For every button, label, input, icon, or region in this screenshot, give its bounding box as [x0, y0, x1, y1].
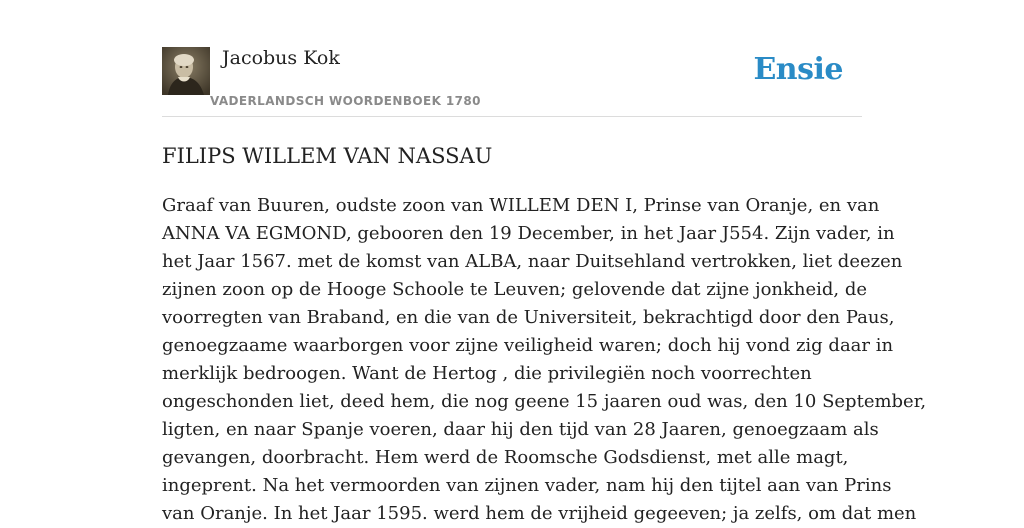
body-line: merklijk bedroogen. Want de Hertog , die privilegiën noch voorrechten: [162, 363, 812, 384]
body-line: zijnen zoon op de Hooge Schoole te Leuven; gelovende dat zijne jonkheid, de: [162, 279, 868, 300]
body-line: genoegzaame waarborgen voor zijne veiligheid waren; doch hij vond zig daar in: [162, 335, 894, 356]
author-name[interactable]: Jacobus Kok: [222, 47, 340, 69]
body-line: van Oranje. In het Jaar 1595. werd hem de vrijheid gegeeven; ja zelfs, om dat men: [162, 503, 917, 524]
article-body: [162, 192, 927, 528]
author-avatar[interactable]: [162, 47, 210, 95]
body-line: het Jaar 1567. met de komst van ALBA, naar Duitsehland vertrokken, liet deezen: [162, 251, 903, 272]
body-line: ANNA VA EGMOND, gebooren den 19 December, in het Jaar J554. Zijn vader, in: [162, 223, 895, 244]
body-line: voorregten van Braband, en die van de Universiteit, bekrachtigd door den Paus,: [162, 307, 895, 328]
body-line: gevangen, doorbracht. Hem werd de Roomsche Godsdienst, met alle magt,: [162, 447, 849, 468]
body-line: ligten, en naar Spanje voeren, daar hij den tijd van 28 Jaaren, genoegzaam als: [162, 419, 879, 440]
ensie-logo[interactable]: Ensie: [753, 52, 843, 87]
article-header: [162, 46, 862, 117]
article-title: FILIPS WILLEM VAN NASSAU: [162, 144, 493, 168]
source-label[interactable]: VADERLANDSCH WOORDENBOEK 1780: [210, 94, 481, 108]
portrait-avatar-icon: [162, 47, 210, 95]
body-line: ongeschonden liet, deed hem, die nog geene 15 jaaren oud was, den 10 September,: [162, 391, 927, 412]
body-line: Graaf van Buuren, oudste zoon van WILLEM DEN I, Prinse van Oranje, en van: [162, 195, 880, 216]
body-line: ingeprent. Na het vermoorden van zijnen vader, nam hij den tijtel aan van Prins: [162, 475, 892, 496]
